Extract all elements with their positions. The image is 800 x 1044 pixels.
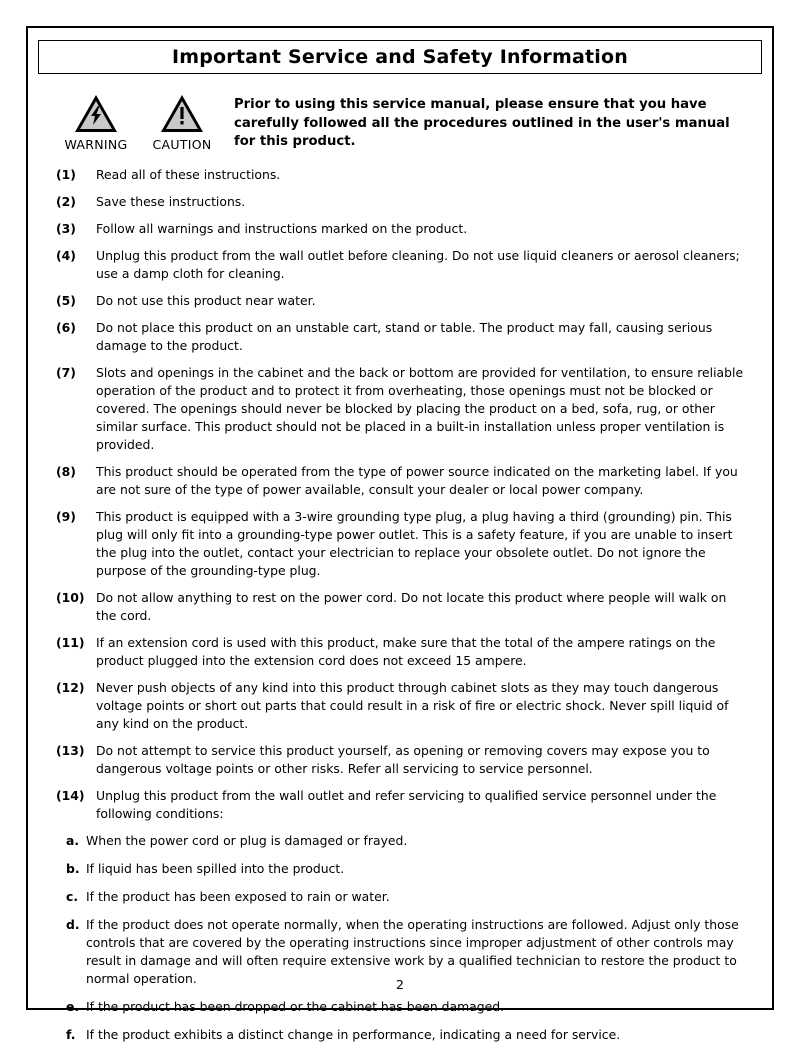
safety-instructions-list	[38, 166, 762, 823]
item-text: Slots and openings in the cabinet and the back or bottom are provided for ventilation, to ensure reliable operation of the product and to protect it from overheating, those openings must not be blocked or covered. The openings should never be blocked by placing the product on a bed, sofa, rug, or other similar surface. This product should not be placed in a built-in installation unless proper ventilation is provided.	[96, 365, 744, 453]
list-item	[56, 634, 750, 670]
item-number: (7)	[56, 365, 76, 381]
caution-symbol	[146, 92, 218, 152]
list-item	[56, 247, 750, 283]
item-text: Read all of these instructions.	[96, 167, 281, 183]
item-text: Follow all warnings and instructions marked on the product.	[96, 221, 468, 237]
item-number: (4)	[56, 248, 76, 264]
list-item	[66, 998, 762, 1016]
caution-exclamation-triangle-icon	[146, 92, 218, 136]
item-text: Unplug this product from the wall outlet and refer servicing to qualified service personnel under the following conditions:	[96, 787, 717, 821]
list-item	[66, 860, 762, 878]
subitem-text: If the product exhibits a distinct change in performance, indicating a need for service.	[86, 1026, 621, 1042]
list-item	[56, 193, 750, 211]
warning-lightning-triangle-icon	[60, 92, 132, 136]
list-item	[56, 787, 750, 823]
caution-label: CAUTION	[152, 137, 212, 152]
list-item	[66, 832, 762, 850]
subitem-text: If the product does not operate normally, when the operating instructions are followed. Adjust only those controls that are covered by the operating instructions since improper adjustment of other controls may result in damage and will often require extensive work by a qualified technician to restore the product to normal operation.	[86, 916, 739, 986]
item-text: This product is equipped with a 3-wire grounding type plug, a plug having a third (grounding) pin. This plug will only fit into a grounding-type power outlet. This is a safety feature, if you are unable to insert the plug into the outlet, contact your electrician to replace your obsolete outlet. Do not ignore the purpose of the grounding-type plug.	[96, 508, 733, 578]
item-number: (12)	[56, 679, 85, 695]
item-text: Do not use this product near water.	[96, 293, 316, 309]
list-item	[66, 1026, 762, 1044]
item-number: (3)	[56, 221, 76, 237]
item-number: (13)	[56, 742, 85, 758]
subitem-letter: f.	[66, 1026, 76, 1042]
list-item	[56, 589, 750, 625]
page-number: 2	[396, 977, 404, 992]
list-item	[66, 888, 762, 906]
subitem-letter: a.	[66, 832, 80, 848]
subitem-text: If the product has been dropped or the cabinet has been damaged.	[86, 998, 505, 1014]
subitem-text: If liquid has been spilled into the product.	[86, 860, 345, 876]
list-item	[56, 319, 750, 355]
warning-label: WARNING	[64, 137, 128, 152]
subitem-text: When the power cord or plug is damaged or frayed.	[86, 832, 408, 848]
page-title-box	[38, 40, 762, 74]
list-item	[56, 166, 750, 184]
item-text: Do not place this product on an unstable cart, stand or table. The product may fall, causing serious damage to the product.	[96, 320, 713, 354]
item-number: (9)	[56, 508, 76, 524]
item-number: (8)	[56, 464, 76, 479]
item-number: (14)	[56, 787, 85, 803]
list-item	[56, 508, 750, 580]
list-item	[56, 742, 750, 778]
item-number: (5)	[56, 293, 76, 309]
subitem-letter: c.	[66, 888, 79, 904]
notice-text: Prior to using this service manual, please ensure that you have carefully followed all the procedures outlined in the user's manual for this product.	[234, 97, 730, 150]
service-conditions-sublist	[38, 832, 762, 1044]
item-text: Never push objects of any kind into this product through cabinet slots as they may touch dangerous voltage points or short out parts that could result in a risk of fire or electric shock. Never spill liquid of any kind on the product.	[96, 679, 729, 731]
subitem-letter: d.	[66, 916, 80, 932]
page-title: Important Service and Safety Information	[171, 46, 628, 68]
subitem-text: If the product has been exposed to rain or water.	[86, 888, 390, 904]
item-text: Save these instructions.	[96, 194, 246, 210]
list-item	[56, 364, 750, 454]
list-item	[56, 220, 750, 238]
list-item	[56, 679, 750, 733]
subitem-letter: b.	[66, 860, 80, 876]
item-number: (1)	[56, 167, 76, 183]
safety-symbols	[60, 90, 218, 152]
item-number: (2)	[56, 194, 76, 210]
safety-notice	[38, 90, 762, 152]
item-text: Unplug this product from the wall outlet before cleaning. Do not use liquid cleaners or aerosol cleaners; use a damp cloth for cleaning.	[96, 248, 740, 282]
item-number: (6)	[56, 320, 76, 336]
list-item	[56, 292, 750, 310]
page-content	[38, 40, 762, 1044]
item-text: If an extension cord is used with this product, make sure that the total of the ampere ratings on the product plugged into the extension cord does not exceed 15 ampere.	[96, 634, 716, 668]
item-text: Do not allow anything to rest on the power cord. Do not locate this product where people will walk on the cord.	[96, 589, 727, 623]
item-number: (11)	[56, 634, 85, 650]
item-number: (10)	[56, 589, 85, 605]
item-text: This product should be operated from the type of power source indicated on the marketing label. If you are not sure of the type of power available, consult your dealer or local power company.	[96, 464, 738, 497]
list-item	[56, 463, 750, 499]
item-text: Do not attempt to service this product yourself, as opening or removing covers may expose you to dangerous voltage points or other risks. Refer all servicing to service personnel.	[96, 742, 710, 776]
warning-symbol	[60, 92, 132, 152]
subitem-letter: e.	[66, 998, 80, 1014]
